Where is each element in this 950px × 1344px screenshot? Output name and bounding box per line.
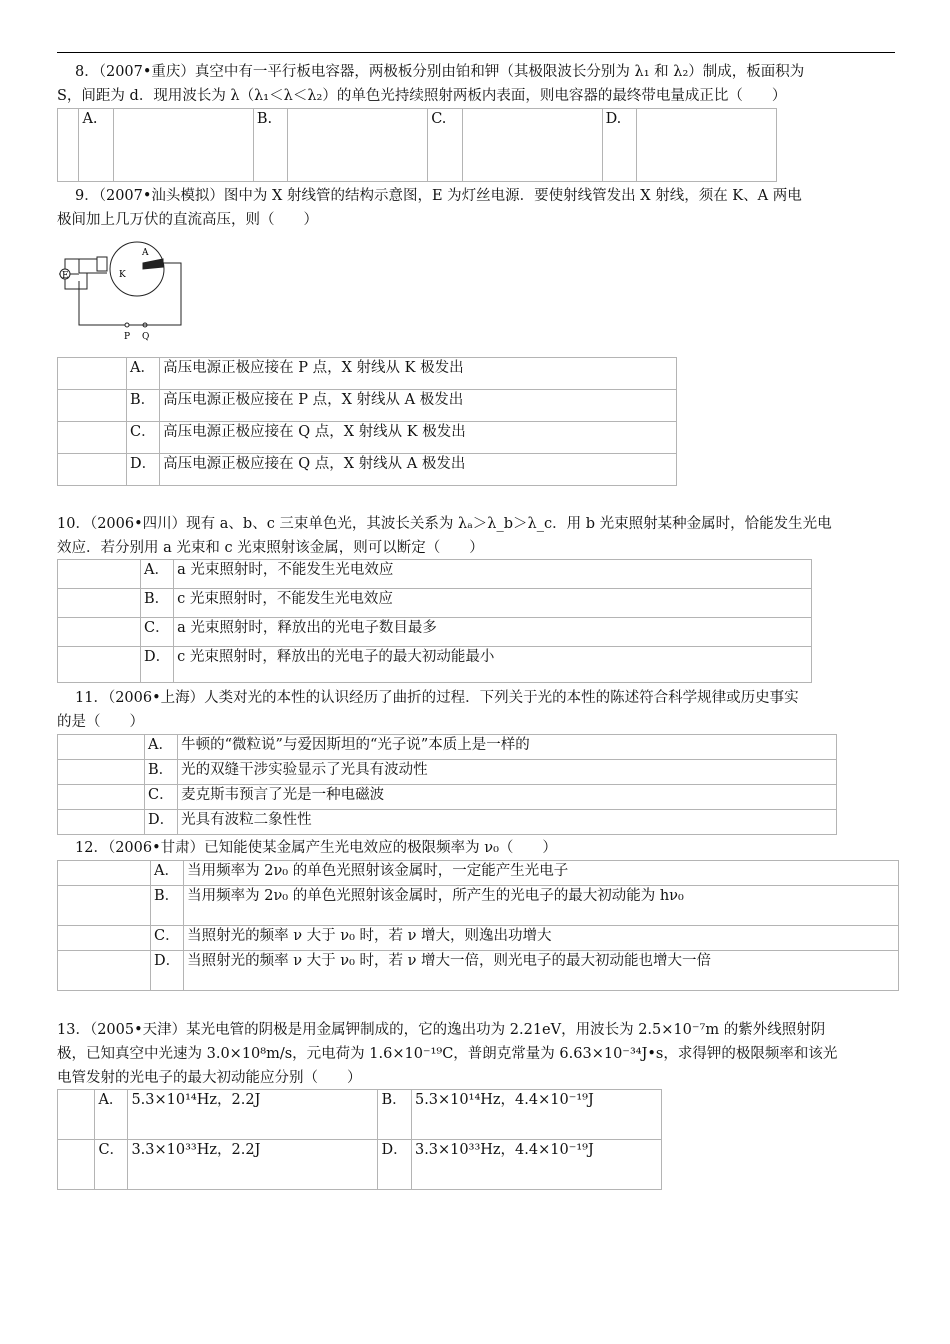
q12-option-row-a[interactable] (58, 861, 899, 886)
q11-option-row-a[interactable] (58, 735, 837, 760)
filament-wire-top (79, 259, 97, 273)
q12-option-c-label: C． (151, 926, 184, 951)
q11-option-b-label: B． (145, 760, 178, 785)
q10-option-c-label: C． (141, 618, 174, 647)
filament-coil (97, 257, 107, 271)
q10-options-table (57, 559, 812, 683)
q12-option-row-c[interactable] (58, 926, 899, 951)
q11-line2: 的是（ ） (57, 714, 144, 730)
q10-option-d-label: D． (141, 647, 174, 683)
q10-option-a-label: A． (141, 560, 174, 589)
q13-option-c-text[interactable]: 3.3×10³³Hz，2.2J (128, 1140, 378, 1190)
question-10 (57, 512, 895, 560)
q11-option-row-b[interactable] (58, 760, 837, 785)
q10-option-row-b[interactable] (58, 589, 812, 618)
q10-line2: 效应．若分别用 a 光束和 c 光束照射该金属，则可以断定（ ） (57, 540, 484, 556)
q9-line1: 9．（2007•汕头模拟）图中为 X 射线管的结构示意图，E 为灯丝电源．要使射线管发出 X 射线，须在 K、A 两电 (75, 188, 802, 204)
tube-envelope (110, 242, 164, 296)
q8-options-table (57, 108, 777, 182)
q8-option-d[interactable]: D. (602, 109, 637, 182)
q11-option-c-text: 麦克斯韦预言了光是一种电磁波 (178, 785, 837, 810)
q9-option-b-label: B． (127, 390, 160, 422)
q11-line1: 11．（2006•上海）人类对光的本性的认识经历了曲折的过程．下列关于光的本性的陈述符合科学规律或历史事实 (75, 690, 799, 706)
q12-options-table (57, 860, 899, 991)
q11-option-a-text: 牛顿的“微粒说”与爱因斯坦的“光子说”本质上是一样的 (178, 735, 837, 760)
q10-option-row-c[interactable] (58, 618, 812, 647)
q13-options-table (57, 1089, 662, 1190)
q9-option-row-a[interactable] (58, 358, 677, 390)
q9-option-a-label: A． (127, 358, 160, 390)
q11-option-d-label: D． (145, 810, 178, 835)
q13-line1: 13．（2005•天津）某光电管的阴极是用金属钾制成的，它的逸出功为 2.21eV，用波长为 2.5×10⁻⁷m 的紫外线照射阴 (57, 1022, 826, 1038)
q10-option-row-a[interactable] (58, 560, 812, 589)
q12-option-b-text: 当用频率为 2ν₀ 的单色光照射该金属时，所产生的光电子的最大初动能为 hν₀ (184, 886, 899, 926)
q10-option-d-text: c 光束照射时，释放出的光电子的最大初动能最小 (174, 647, 812, 683)
q13-option-b-text[interactable]: 5.3×10¹⁴Hz，4.4×10⁻¹⁹J (411, 1090, 661, 1140)
label-p: P (124, 332, 131, 342)
q9-option-b-text: 高压电源正极应接在 P 点，X 射线从 A 极发出 (160, 390, 677, 422)
q11-option-row-d[interactable] (58, 810, 837, 835)
q11-option-a-label: A． (145, 735, 178, 760)
q9-option-c-label: C． (127, 422, 160, 454)
q8-option-b[interactable]: B. (253, 109, 288, 182)
q11-options-table (57, 734, 837, 835)
q12-option-a-text: 当用频率为 2ν₀ 的单色光照射该金属时，一定能产生光电子 (184, 861, 899, 886)
q13-option-d-label[interactable]: D． (378, 1140, 412, 1190)
q10-line1: 10．（2006•四川）现有 a、b、c 三束单色光，其波长关系为 λₐ＞λ_b＞λ_c．用 b 光束照射某种金属时，恰能发生光电 (57, 516, 832, 532)
anode-target (143, 259, 163, 269)
q12-option-c-text: 当照射光的频率 ν 大于 ν₀ 时，若 ν 增大，则逸出功增大 (184, 926, 899, 951)
q9-option-row-d[interactable] (58, 454, 677, 486)
q9-option-c-text: 高压电源正极应接在 Q 点，X 射线从 K 极发出 (160, 422, 677, 454)
q9-option-d-label: D． (127, 454, 160, 486)
question-11 (57, 686, 895, 734)
q11-option-d-text: 光具有波粒二象性性 (178, 810, 837, 835)
q11-option-row-c[interactable] (58, 785, 837, 810)
label-k: K (119, 270, 126, 280)
xray-tube-diagram (57, 237, 187, 347)
label-q: Q (142, 332, 150, 342)
q8-line1: 8．（2007•重庆）真空中有一平行板电容器，两极板分别由铂和钾（其极限波长分别为 λ₁ 和 λ₂）制成，板面积为 (75, 64, 805, 80)
q9-option-row-c[interactable] (58, 422, 677, 454)
q8-option-a[interactable]: A. (79, 109, 114, 182)
q13-option-c-label[interactable]: C． (95, 1140, 128, 1190)
q11-option-b-text: 光的双缝干涉实验显示了光具有波动性 (178, 760, 837, 785)
q9-line2: 极间加上几万伏的直流高压，则（ ） (57, 212, 318, 228)
q12-option-row-b[interactable] (58, 886, 899, 926)
q12-option-d-text: 当照射光的频率 ν 大于 ν₀ 时，若 ν 增大一倍，则光电子的最大初动能也增大一倍 (184, 951, 899, 991)
q9-option-row-b[interactable] (58, 390, 677, 422)
q13-option-d-text[interactable]: 3.3×10³³Hz，4.4×10⁻¹⁹J (411, 1140, 661, 1190)
label-a: A (142, 248, 149, 258)
q8-line2: S，间距为 d．现用波长为 λ（λ₁＜λ＜λ₂）的单色光持续照射两板内表面，则电容器的最终带电量成正比（ ） (57, 88, 787, 104)
q10-option-a-text: a 光束照射时，不能发生光电效应 (174, 560, 812, 589)
q9-option-d-text: 高压电源正极应接在 Q 点，X 射线从 A 极发出 (160, 454, 677, 486)
q8-option-c[interactable]: C. (428, 109, 463, 182)
q12-option-row-d[interactable] (58, 951, 899, 991)
q13-line3: 电管发射的光电子的最大初动能应分别（ ） (57, 1070, 362, 1086)
anode-wire (129, 263, 181, 325)
q12-line1: 12．（2006•甘肃）已知能使某金属产生光电效应的极限频率为 ν₀（ ） (75, 840, 557, 856)
top-rule (57, 52, 895, 53)
q9-option-a-text: 高压电源正极应接在 P 点，X 射线从 K 极发出 (160, 358, 677, 390)
q12-option-b-label: B． (151, 886, 184, 926)
label-e: E (62, 271, 69, 281)
question-12 (57, 836, 895, 860)
q11-option-c-label: C． (145, 785, 178, 810)
q13-line2: 极，已知真空中光速为 3.0×10⁸m/s，元电荷为 1.6×10⁻¹⁹C，普朗克常量为 6.63×10⁻³⁴J•s，求得钾的极限频率和该光 (57, 1046, 838, 1062)
q9-options-table (57, 357, 677, 486)
question-13 (57, 1018, 895, 1090)
question-9 (57, 184, 895, 232)
question-8 (57, 60, 895, 108)
q10-option-c-text: a 光束照射时，释放出的光电子数目最多 (174, 618, 812, 647)
q13-option-a-label[interactable]: A． (95, 1090, 128, 1140)
q10-option-row-d[interactable] (58, 647, 812, 683)
q10-option-b-text: c 光束照射时，不能发生光电效应 (174, 589, 812, 618)
q12-option-a-label: A． (151, 861, 184, 886)
q12-option-d-label: D． (151, 951, 184, 991)
q13-option-a-text[interactable]: 5.3×10¹⁴Hz，2.2J (128, 1090, 378, 1140)
q13-option-b-label[interactable]: B． (378, 1090, 412, 1140)
terminal-p (125, 323, 129, 327)
q10-option-b-label: B． (141, 589, 174, 618)
